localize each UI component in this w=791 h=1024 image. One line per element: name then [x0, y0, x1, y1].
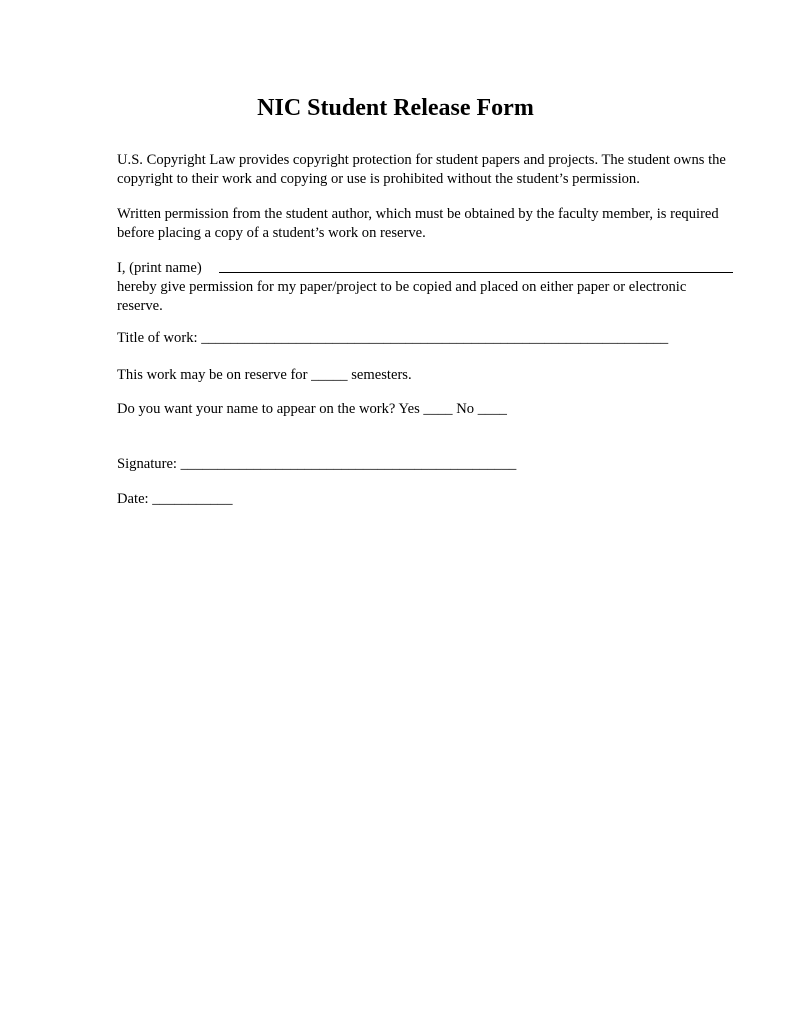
form-title: NIC Student Release Form: [257, 95, 534, 121]
print-name-label: I, (print name): [117, 260, 202, 276]
name-appear-question[interactable]: Do you want your name to appear on the work? Yes ____ No ____: [117, 401, 507, 417]
copyright-intro-line-1: U.S. Copyright Law provides copyright protection for student papers and projects. The student owns the: [117, 152, 726, 168]
print-name-field-line[interactable]: [219, 272, 733, 273]
copyright-intro-line-2: copyright to their work and copying or use is prohibited without the student’s permission.: [117, 171, 640, 187]
title-of-work-field[interactable]: Title of work: ________________________________________________________________: [117, 330, 669, 346]
signature-field[interactable]: Signature: ______________________________________________: [117, 456, 517, 472]
print-name-section: [117, 259, 772, 316]
consent-line-1: hereby give permission for my paper/project to be copied and placed on either paper or electronic: [117, 279, 687, 295]
reserve-period-field[interactable]: This work may be on reserve for _____ semesters.: [117, 367, 412, 383]
copyright-intro-paragraph: [117, 151, 772, 189]
permission-line-1: Written permission from the student author, which must be obtained by the faculty member, is required: [117, 206, 719, 222]
permission-line-2: before placing a copy of a student’s work on reserve.: [117, 225, 426, 241]
permission-paragraph: [117, 205, 772, 243]
date-field[interactable]: Date: ___________: [117, 491, 233, 507]
consent-line-2: reserve.: [117, 298, 163, 314]
